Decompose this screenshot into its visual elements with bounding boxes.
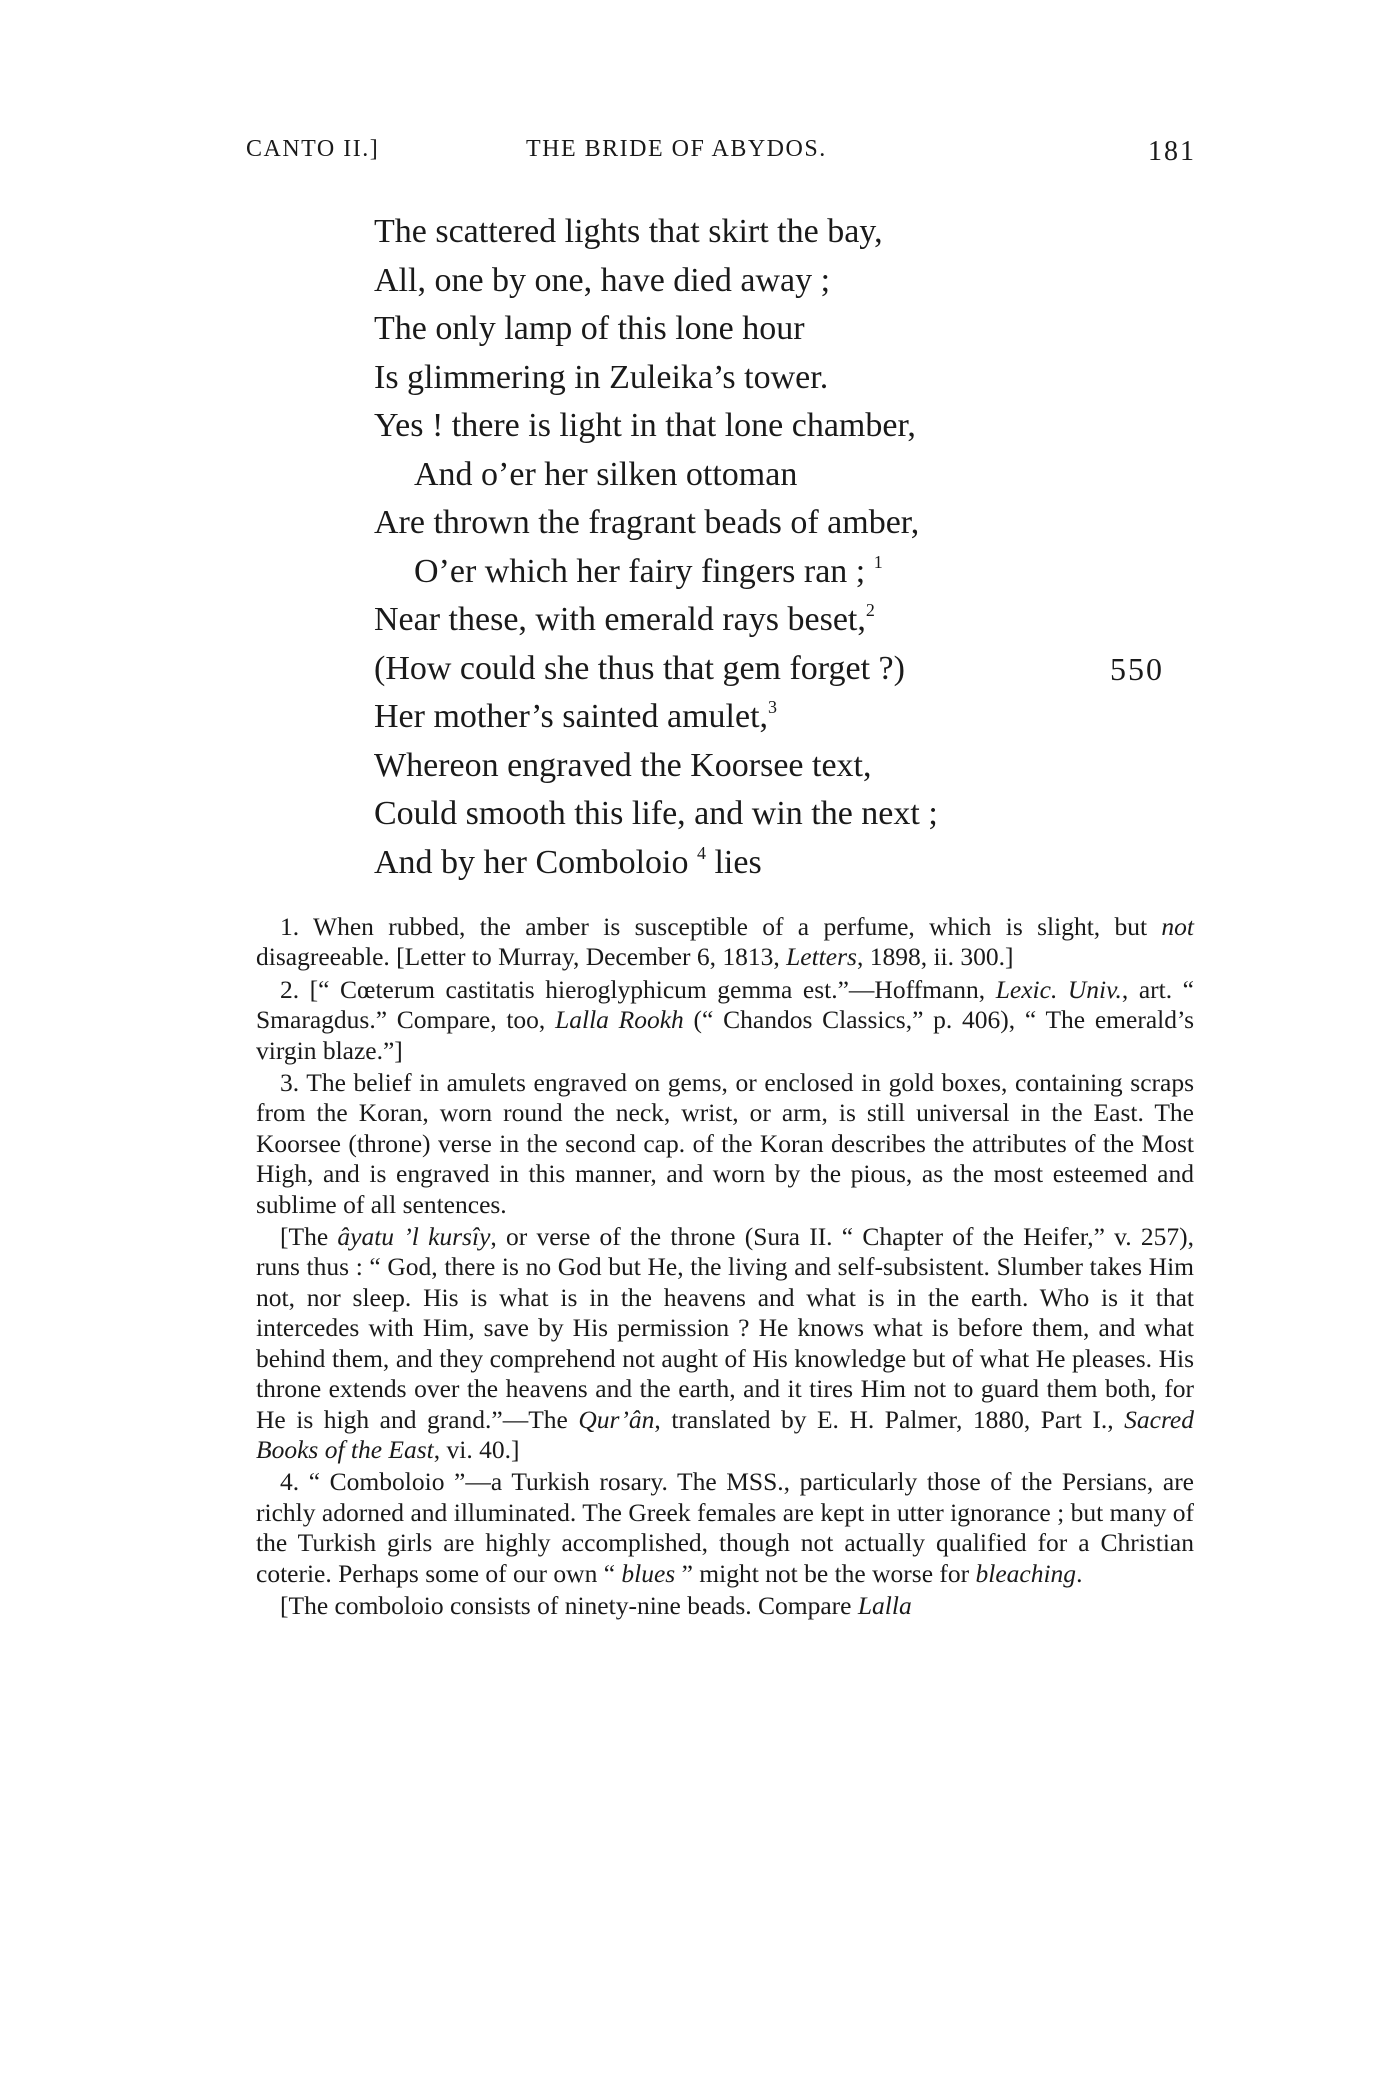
footnote-4-continued: [The comboloio consists of ninety-nine beads. Compare Lalla <box>280 1590 912 1620</box>
footnote-2: 2. [“ Cœterum castitatis hieroglyphicum gemma est.”—Hoffmann, Lexic. Univ., art. “ Smaragdus.” Compare, too, Lalla Rookh (“ Chandos Classics,” p. 406), “ The emerald’s virgin blaze.”] <box>256 974 1194 1065</box>
verse-line: The only lamp of this lone hour <box>374 310 805 347</box>
footnote-3: 3. The belief in amulets engraved on gems, or enclosed in gold boxes, containing scraps from the Koran, worn round the neck, wrist, or arm, is still universal in the East. The Koorsee (throne) verse in the second cap. of the Koran describes the attributes of the Most High, and is engraved in this manner, and worn by the pious, as the most esteemed and sublime of all sentences. <box>256 1068 1194 1219</box>
page-number: 181 <box>1148 136 1196 167</box>
footnote-ref[interactable]: 2 <box>865 600 875 620</box>
verse-line: Is glimmering in Zuleika’s tower. <box>374 358 829 396</box>
verse-line: (How could she thus that gem forget ?) 550 <box>374 645 1174 694</box>
footnote-ref[interactable]: 3 <box>768 697 778 717</box>
verse-line: And by her Comboloio $^4$ lies <box>374 842 762 881</box>
verse-line: All, one by one, have died away ; <box>374 261 831 299</box>
line-number: 550 <box>1110 650 1164 687</box>
poem-stanza <box>374 208 1174 887</box>
verse-line: Her mother’s sainted amulet,$^3$ <box>374 697 778 735</box>
footnote-3-continued: [The âyatu ’l kursîy, or verse of the throne (Sura II. “ Chapter of the Heifer,” v. 257), runs thus : “ God, there is no God but He, the living and self-subsistent. Slumber takes Him not, nor sleep. His is what is in the heavens and what is in the earth. Who is it that intercedes with Him, save by His permission ? He knows what is before them, and what behind them, and they comprehend not aught of His knowledge but of what He pleases. His throne extends over the heavens and the earth, and it tires Him not to guard them both, for He is high and grand.”—The Qur’ân, translated by E. H. Palmer, 1880, Part I., Sacred Books of the East, vi. 40.] <box>256 1222 1194 1464</box>
footnote-4: 4. “ Comboloio ”—a Turkish rosary. The MSS., particularly those of the Persians, are richly adorned and illuminated. The Greek females are kept in utter ignorance ; but many of the Turkish girls are highly accomplished, though not actually qualified for a Christian coterie. Perhaps some of our own “ blues ” might not be the worse for bleaching. <box>256 1467 1194 1588</box>
verse-line: The scattered lights that skirt the bay, <box>374 213 883 250</box>
verse-line: Near these, with emerald rays beset,$^2$ <box>374 600 875 638</box>
verse-line: Are thrown the fragrant beads of amber, <box>374 504 920 541</box>
verse-line: And o’er her silken ottoman <box>414 455 798 493</box>
verse-line: Yes ! there is light in that lone chamber, <box>374 407 916 444</box>
header-title: THE BRIDE OF ABYDOS. <box>526 136 827 162</box>
footnote-ref[interactable]: 4 <box>696 842 706 863</box>
footnote-ref[interactable]: 1 <box>873 551 883 572</box>
verse-line: Whereon engraved the Koorsee text, <box>374 746 872 784</box>
verse-line: O’er which her fairy fingers ran ; $^1$ <box>414 551 883 590</box>
footnote-1: 1. When rubbed, the amber is susceptible of a perfume, which is slight, but not disagreeable. [Letter to Murray, December 6, 1813, Letters, 1898, ii. 300.] <box>256 912 1194 972</box>
verse-line: Could smooth this life, and win the next ; <box>374 795 938 832</box>
running-header <box>246 136 1196 176</box>
header-canto: CANTO II.] <box>246 136 380 162</box>
footnotes <box>256 912 1194 1623</box>
